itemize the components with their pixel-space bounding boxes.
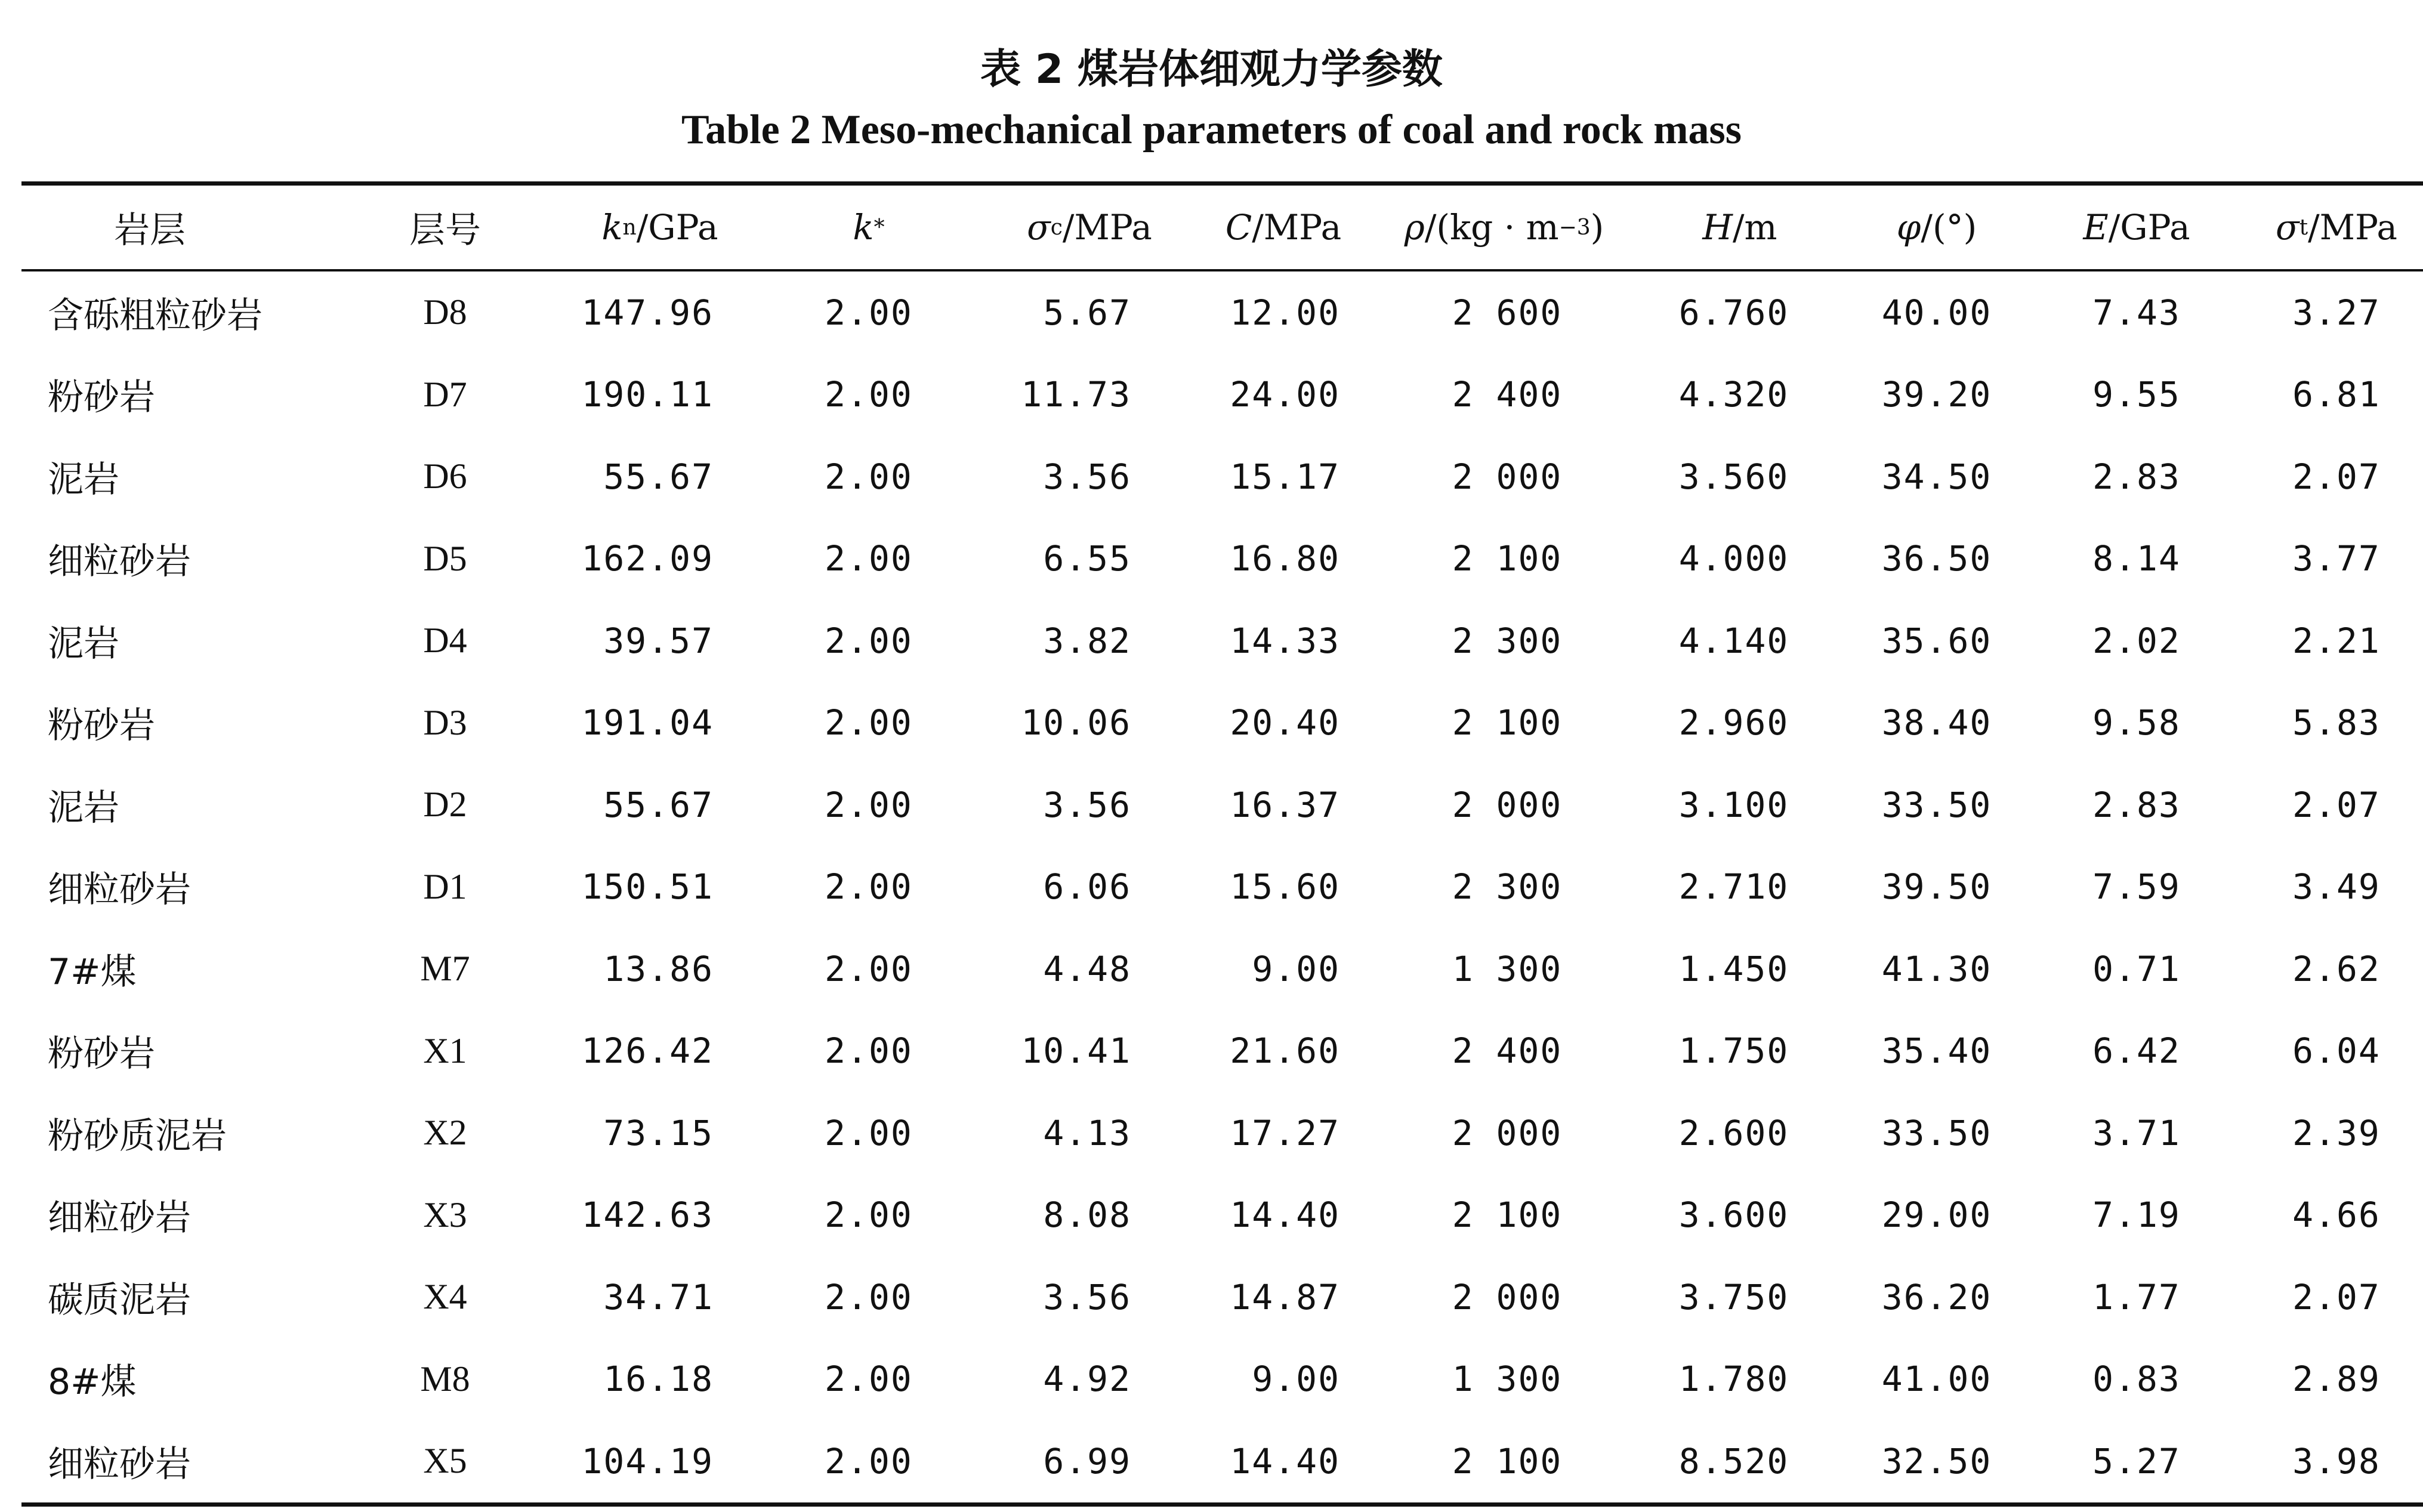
cell-k-star: 2.00	[825, 374, 913, 415]
table-row	[21, 846, 2423, 928]
cell-kn: 162.09	[581, 538, 714, 579]
parameters-table	[21, 181, 2423, 1507]
cell-kn: 147.96	[581, 292, 714, 333]
cell-kn: 191.04	[581, 702, 714, 743]
cell-c: 14.87	[1230, 1276, 1340, 1317]
cell-kn: 126.42	[581, 1030, 714, 1072]
cell-layer: 8#煤	[48, 1361, 137, 1403]
table-row	[21, 1174, 2423, 1257]
cell-h: 4.320	[1678, 374, 1789, 415]
cell-sigma-c: 11.73	[1021, 374, 1131, 415]
cell-phi: 41.00	[1881, 1359, 1992, 1400]
cell-h: 2.960	[1678, 702, 1789, 743]
cell-e: 1.77	[2092, 1276, 2181, 1317]
cell-phi: 35.60	[1881, 620, 1992, 661]
cell-rho: 2 100	[1452, 538, 1563, 579]
cell-h: 1.780	[1678, 1359, 1789, 1400]
header-c: C /MPa	[1225, 207, 1342, 248]
cell-layer: 粉砂质泥岩	[48, 1115, 227, 1157]
cell-sigma-t: 2.07	[2292, 784, 2381, 825]
cell-h: 8.520	[1678, 1440, 1789, 1482]
cell-k-star: 2.00	[825, 1359, 913, 1400]
cell-h: 1.450	[1678, 948, 1789, 989]
table-row	[21, 764, 2423, 846]
cell-c: 16.37	[1230, 784, 1340, 825]
cell-sigma-c: 3.82	[1043, 620, 1131, 661]
cell-h: 1.750	[1678, 1030, 1789, 1072]
cell-rho: 2 300	[1452, 620, 1563, 661]
cell-sigma-c: 3.56	[1043, 1276, 1131, 1317]
header-rho: ρ /(kg · m −3 )	[1404, 207, 1604, 248]
cell-rho: 2 100	[1452, 702, 1563, 743]
cell-e: 2.02	[2092, 620, 2181, 661]
cell-kn: 55.67	[603, 456, 714, 497]
cell-e: 3.71	[2092, 1112, 2181, 1153]
cell-sigma-t: 3.27	[2292, 292, 2381, 333]
cell-layer-no: D5	[423, 538, 467, 578]
cell-sigma-t: 5.83	[2292, 702, 2381, 743]
cell-sigma-t: 2.07	[2292, 456, 2381, 497]
cell-kn: 16.18	[603, 1359, 714, 1400]
cell-rho: 2 400	[1452, 374, 1563, 415]
cell-sigma-t: 4.66	[2292, 1195, 2381, 1236]
cell-sigma-t: 2.89	[2292, 1359, 2381, 1400]
cell-layer-no: D7	[423, 374, 467, 414]
cell-sigma-t: 6.04	[2292, 1030, 2381, 1072]
table-row	[21, 1092, 2423, 1174]
cell-phi: 35.40	[1881, 1030, 1992, 1072]
cell-c: 14.33	[1230, 620, 1340, 661]
cell-e: 2.83	[2092, 456, 2181, 497]
table-row	[21, 1256, 2423, 1338]
cell-c: 20.40	[1230, 702, 1340, 743]
header-phi: φ /(°)	[1896, 207, 1977, 248]
cell-rho: 2 100	[1452, 1440, 1563, 1482]
cell-rho: 1 300	[1452, 1359, 1563, 1400]
cell-sigma-t: 6.81	[2292, 374, 2381, 415]
cell-sigma-c: 6.99	[1043, 1440, 1131, 1482]
header-e: E /GPa	[2083, 207, 2190, 248]
cell-phi: 36.20	[1881, 1276, 1992, 1317]
table-row	[21, 1338, 2423, 1421]
cell-layer: 粉砂岩	[48, 377, 155, 419]
cell-e: 6.42	[2092, 1030, 2181, 1072]
cell-c: 9.00	[1252, 1359, 1340, 1400]
cell-e: 0.71	[2092, 948, 2181, 989]
cell-h: 2.600	[1678, 1112, 1789, 1153]
cell-phi: 32.50	[1881, 1440, 1992, 1482]
cell-k-star: 2.00	[825, 1440, 913, 1482]
cell-sigma-c: 8.08	[1043, 1195, 1131, 1236]
cell-phi: 39.50	[1881, 866, 1992, 908]
table-row	[21, 354, 2423, 436]
cell-rho: 2 600	[1452, 292, 1563, 333]
cell-c: 14.40	[1230, 1440, 1340, 1482]
cell-h: 6.760	[1678, 292, 1789, 333]
cell-rho: 2 300	[1452, 866, 1563, 908]
cell-k-star: 2.00	[825, 1195, 913, 1236]
cell-layer: 粉砂岩	[48, 705, 155, 747]
table-title-en: Table 2 Meso-mechanical parameters of coal and rock mass	[681, 107, 1742, 153]
cell-sigma-t: 3.98	[2292, 1440, 2381, 1482]
cell-c: 15.17	[1230, 456, 1340, 497]
cell-sigma-c: 4.48	[1043, 948, 1131, 989]
cell-sigma-c: 10.41	[1021, 1030, 1131, 1072]
table-row	[21, 600, 2423, 682]
cell-sigma-c: 4.13	[1043, 1112, 1131, 1153]
cell-sigma-c: 6.55	[1043, 538, 1131, 579]
cell-sigma-c: 5.67	[1043, 292, 1131, 333]
cell-kn: 55.67	[603, 784, 714, 825]
cell-c: 16.80	[1230, 538, 1340, 579]
cell-rho: 2 000	[1452, 784, 1563, 825]
cell-e: 7.43	[2092, 292, 2181, 333]
table-header-row	[21, 186, 2423, 271]
cell-c: 17.27	[1230, 1112, 1340, 1153]
cell-c: 9.00	[1252, 948, 1340, 989]
header-layer-no: 层号	[409, 209, 481, 251]
cell-h: 3.560	[1678, 456, 1789, 497]
cell-sigma-t: 2.21	[2292, 620, 2381, 661]
header-h: H /m	[1702, 207, 1777, 248]
cell-sigma-t: 2.07	[2292, 1276, 2381, 1317]
cell-layer-no: D6	[423, 456, 467, 496]
cell-e: 9.58	[2092, 702, 2181, 743]
cell-layer-no: X4	[423, 1277, 467, 1317]
cell-layer-no: X2	[423, 1113, 467, 1153]
table-row	[21, 1010, 2423, 1093]
cell-layer-no: D1	[423, 866, 467, 906]
header-kn: k n /GPa	[601, 207, 718, 248]
cell-rho: 2 000	[1452, 456, 1563, 497]
cell-sigma-t: 2.39	[2292, 1112, 2381, 1153]
cell-c: 14.40	[1230, 1195, 1340, 1236]
cell-kn: 34.71	[603, 1276, 714, 1317]
cell-h: 3.750	[1678, 1276, 1789, 1317]
cell-layer: 碳质泥岩	[48, 1279, 191, 1321]
cell-layer-no: D3	[423, 702, 467, 742]
cell-c: 12.00	[1230, 292, 1340, 333]
cell-rho: 2 000	[1452, 1112, 1563, 1153]
cell-layer: 泥岩	[48, 786, 119, 829]
cell-e: 2.83	[2092, 784, 2181, 825]
cell-kn: 39.57	[603, 620, 714, 661]
cell-phi: 41.30	[1881, 948, 1992, 989]
cell-sigma-c: 10.06	[1021, 702, 1131, 743]
cell-h: 3.100	[1678, 784, 1789, 825]
cell-kn: 73.15	[603, 1112, 714, 1153]
cell-phi: 39.20	[1881, 374, 1992, 415]
table-row	[21, 928, 2423, 1010]
cell-layer-no: M8	[420, 1359, 470, 1399]
cell-kn: 142.63	[581, 1195, 714, 1236]
cell-sigma-c: 6.06	[1043, 866, 1131, 908]
cell-e: 8.14	[2092, 538, 2181, 579]
cell-h: 2.710	[1678, 866, 1789, 908]
table-row	[21, 1420, 2423, 1502]
header-sigma-t: σ t /MPa	[2276, 207, 2397, 248]
cell-k-star: 2.00	[825, 866, 913, 908]
cell-layer: 泥岩	[48, 622, 119, 665]
cell-kn: 104.19	[581, 1440, 714, 1482]
cell-layer-no: D4	[423, 621, 467, 661]
cell-phi: 40.00	[1881, 292, 1992, 333]
cell-k-star: 2.00	[825, 1030, 913, 1072]
cell-k-star: 2.00	[825, 292, 913, 333]
cell-sigma-t: 3.77	[2292, 538, 2381, 579]
header-layer: 岩层	[114, 209, 186, 251]
cell-sigma-t: 2.62	[2292, 948, 2381, 989]
cell-sigma-t: 3.49	[2292, 866, 2381, 908]
cell-kn: 150.51	[581, 866, 714, 908]
cell-k-star: 2.00	[825, 702, 913, 743]
cell-layer: 含砾粗粒砂岩	[48, 294, 263, 337]
cell-layer-no: D8	[423, 292, 467, 332]
cell-rho: 2 100	[1452, 1195, 1563, 1236]
cell-layer: 细粒砂岩	[48, 541, 191, 583]
table-row	[21, 518, 2423, 600]
cell-phi: 33.50	[1881, 1112, 1992, 1153]
table-row	[21, 436, 2423, 518]
cell-layer: 细粒砂岩	[48, 1197, 191, 1239]
cell-layer: 细粒砂岩	[48, 1443, 191, 1485]
table-row	[21, 271, 2423, 354]
cell-layer-no: X1	[423, 1030, 467, 1070]
cell-e: 7.59	[2092, 866, 2181, 908]
cell-layer: 7#煤	[48, 951, 137, 993]
cell-kn: 13.86	[603, 948, 714, 989]
cell-h: 4.000	[1678, 538, 1789, 579]
cell-layer-no: X3	[423, 1195, 467, 1235]
cell-layer: 粉砂岩	[48, 1033, 155, 1075]
cell-sigma-c: 4.92	[1043, 1359, 1131, 1400]
cell-h: 3.600	[1678, 1195, 1789, 1236]
cell-layer-no: M7	[420, 949, 470, 989]
cell-layer-no: D2	[423, 785, 467, 825]
cell-k-star: 2.00	[825, 948, 913, 989]
cell-c: 24.00	[1230, 374, 1340, 415]
cell-layer: 泥岩	[48, 458, 119, 501]
cell-rho: 1 300	[1452, 948, 1563, 989]
cell-rho: 2 000	[1452, 1276, 1563, 1317]
table-row	[21, 682, 2423, 764]
cell-k-star: 2.00	[825, 456, 913, 497]
cell-c: 15.60	[1230, 866, 1340, 908]
header-k-star: k *	[853, 207, 885, 248]
cell-c: 21.60	[1230, 1030, 1340, 1072]
cell-e: 5.27	[2092, 1440, 2181, 1482]
cell-h: 4.140	[1678, 620, 1789, 661]
cell-e: 7.19	[2092, 1195, 2181, 1236]
cell-sigma-c: 3.56	[1043, 456, 1131, 497]
table-title-cn: 表 2 煤岩体细观力学参数	[980, 46, 1443, 93]
cell-k-star: 2.00	[825, 1276, 913, 1317]
cell-phi: 33.50	[1881, 784, 1992, 825]
cell-rho: 2 400	[1452, 1030, 1563, 1072]
cell-k-star: 2.00	[825, 620, 913, 661]
cell-e: 0.83	[2092, 1359, 2181, 1400]
table-body	[21, 271, 2423, 1502]
cell-phi: 38.40	[1881, 702, 1992, 743]
cell-e: 9.55	[2092, 374, 2181, 415]
cell-phi: 29.00	[1881, 1195, 1992, 1236]
cell-phi: 36.50	[1881, 538, 1992, 579]
cell-k-star: 2.00	[825, 784, 913, 825]
cell-layer: 细粒砂岩	[48, 869, 191, 911]
cell-k-star: 2.00	[825, 1112, 913, 1153]
cell-phi: 34.50	[1881, 456, 1992, 497]
cell-layer-no: X5	[423, 1441, 467, 1481]
cell-kn: 190.11	[581, 374, 714, 415]
cell-sigma-c: 3.56	[1043, 784, 1131, 825]
header-sigma-c: σ c /MPa	[1027, 207, 1152, 248]
cell-k-star: 2.00	[825, 538, 913, 579]
